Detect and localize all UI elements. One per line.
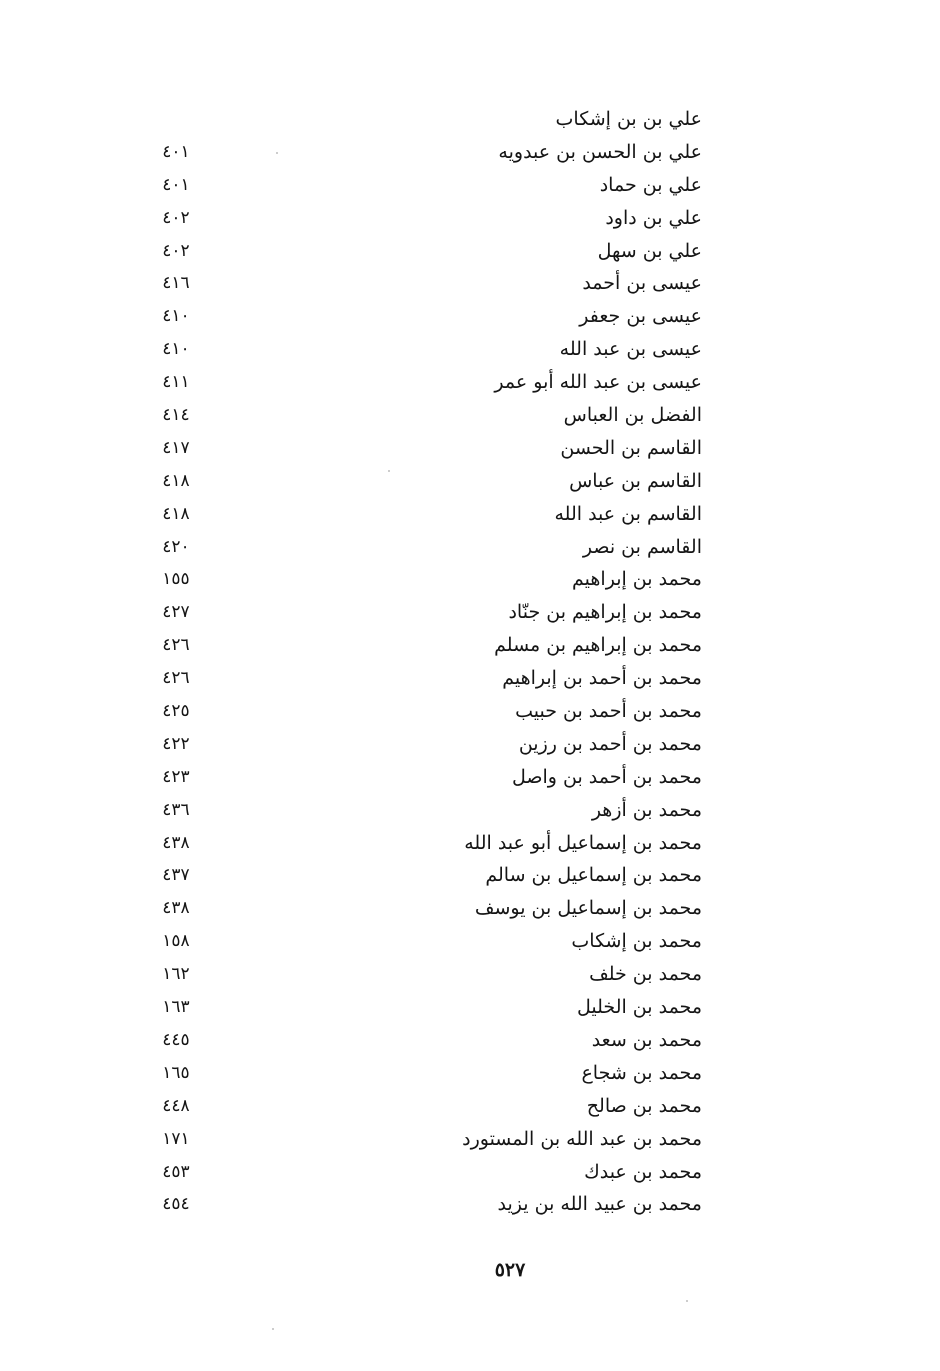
entry-page-number: ٤٢٠: [162, 536, 190, 557]
entry-name: محمد بن عبيد الله بن يزيد: [497, 1193, 702, 1216]
entry-page-number: ٤٢٢: [162, 733, 190, 754]
entry-page-number: ٤١٤: [162, 405, 190, 426]
entry-page-number: ٤١١: [162, 372, 190, 393]
entry-page-number: ٤٢٦: [162, 668, 190, 689]
entry-name: محمد بن إسماعيل بن سالم: [485, 864, 702, 887]
index-entry: [150, 695, 706, 728]
index-entry: [150, 629, 706, 662]
index-entry: [150, 1057, 706, 1090]
index-entry: [150, 366, 706, 399]
entry-name: محمد بن صالح: [586, 1094, 702, 1117]
entry-name: عيسى بن جعفر: [579, 305, 702, 328]
entry-page-number: ٤١٧: [162, 437, 190, 458]
entry-name: القاسم بن عباس: [569, 469, 702, 492]
index-entry: [150, 925, 706, 958]
index-entry: [150, 794, 706, 827]
entry-name: محمد بن أحمد بن حبيب: [515, 700, 702, 723]
entry-name: محمد بن إبراهيم بن جنّاد: [508, 601, 702, 624]
index-entry: [150, 1156, 706, 1189]
index-entry: [150, 498, 706, 531]
index-entry: [150, 563, 706, 596]
entry-page-number: ٤١٨: [162, 503, 190, 524]
index-entry: [150, 892, 706, 925]
index-entry: [150, 169, 706, 202]
entry-page-number: ١٦٥: [162, 1062, 190, 1083]
index-entry: [150, 333, 706, 366]
entry-page-number: ٤٣٦: [162, 799, 190, 820]
entry-page-number: ٤٣٨: [162, 832, 190, 853]
index-entry: [150, 300, 706, 333]
index-entry: [150, 202, 706, 235]
entry-name: محمد بن عبد الله بن المستورد: [462, 1127, 702, 1150]
entry-name: محمد بن سعد: [591, 1028, 702, 1051]
entry-name: القاسم بن الحسن: [560, 436, 702, 459]
entry-name: محمد بن عبدك: [584, 1160, 702, 1183]
entry-page-number: ١٧١: [162, 1128, 190, 1149]
page-number: ٥٢٧: [494, 1259, 526, 1281]
entry-page-number: ٤٥٤: [162, 1194, 190, 1215]
entry-name: محمد بن إسماعيل أبو عبد الله: [464, 831, 702, 854]
entry-name: علي بن الحسن بن عبدويه: [498, 140, 702, 163]
entry-name: علي بن سهل: [597, 239, 702, 262]
scan-speck: [388, 470, 390, 472]
entry-page-number: ٤٤٥: [162, 1029, 190, 1050]
entry-page-number: ١٥٥: [162, 569, 190, 590]
index-entry: [150, 399, 706, 432]
index-entry: [150, 761, 706, 794]
entry-name: القاسم بن نصر: [582, 535, 702, 558]
entry-name: علي بن داود: [605, 206, 702, 229]
entry-name: محمد بن أزهر: [591, 798, 702, 821]
entry-name: محمد بن إشكاب: [571, 930, 702, 953]
entry-name: محمد بن أحمد بن واصل: [511, 765, 702, 788]
entry-name: الفضل بن العباس: [563, 404, 702, 427]
entry-name: علي بن حماد: [599, 173, 702, 196]
entry-name: عيسى بن عبد الله أبو عمر: [494, 371, 702, 394]
entry-page-number: ٤٠١: [162, 141, 190, 162]
index-entry: [150, 859, 706, 892]
index-entry: [150, 432, 706, 465]
scan-speck: [276, 152, 278, 154]
entry-page-number: ٤١٨: [162, 470, 190, 491]
index-entry: [150, 1188, 706, 1221]
scan-speck: [686, 1300, 688, 1302]
index-entry: [150, 827, 706, 860]
index-entry: [150, 136, 706, 169]
entry-page-number: ٤٣٧: [162, 865, 190, 886]
entry-page-number: ٤٢٦: [162, 635, 190, 656]
entry-page-number: ١٦٣: [162, 997, 190, 1018]
entry-page-number: ٤١٠: [162, 339, 190, 360]
index-entry: [150, 1123, 706, 1156]
entry-page-number: ٤٤٨: [162, 1095, 190, 1116]
entry-name: علي بن بن إشكاب: [555, 108, 702, 130]
entry-page-number: ٤٢٣: [162, 766, 190, 787]
entry-page-number: ٤٢٧: [162, 602, 190, 623]
entry-name: محمد بن أحمد بن إبراهيم: [502, 667, 702, 690]
scan-speck: [272, 1328, 274, 1330]
entry-name: عيسى بن أحمد: [582, 272, 702, 295]
index-entry: [150, 728, 706, 761]
index-entry: [150, 267, 706, 300]
entry-page-number: ١٥٨: [162, 931, 190, 952]
entry-name: محمد بن إبراهيم: [572, 568, 702, 591]
index-entry: [150, 991, 706, 1024]
entry-page-number: ٤٣٨: [162, 898, 190, 919]
entry-page-number: ١٦٢: [162, 964, 190, 985]
index-entry: [150, 531, 706, 564]
entry-name: محمد بن أحمد بن رزين: [518, 732, 702, 755]
index-entry: [150, 235, 706, 268]
entry-name: محمد بن خلف: [589, 963, 702, 986]
entry-page-number: ٤٠٢: [162, 240, 190, 261]
entry-page-number: ٤٥٣: [162, 1161, 190, 1182]
index-entry: [150, 465, 706, 498]
index-entry: [150, 596, 706, 629]
index-entry: [150, 103, 706, 136]
entry-page-number: ٤٠٢: [162, 207, 190, 228]
entry-name: محمد بن شجاع: [581, 1061, 702, 1084]
entry-name: عيسى بن عبد الله: [559, 338, 702, 361]
entry-page-number: ٤١٠: [162, 306, 190, 327]
entry-page-number: ٤٠١: [162, 174, 190, 195]
index-entry-list: [150, 103, 706, 1221]
entry-name: القاسم بن عبد الله: [554, 502, 702, 525]
index-entry: [150, 1024, 706, 1057]
index-entry: [150, 662, 706, 695]
entry-page-number: ٤١٦: [162, 273, 190, 294]
entry-name: محمد بن الخليل: [577, 996, 702, 1019]
entry-name: محمد بن إبراهيم بن مسلم: [494, 634, 702, 657]
entry-page-number: ٤٢٥: [162, 701, 190, 722]
entry-name: محمد بن إسماعيل بن يوسف: [474, 897, 702, 920]
index-entry: [150, 958, 706, 991]
index-entry: [150, 1090, 706, 1123]
